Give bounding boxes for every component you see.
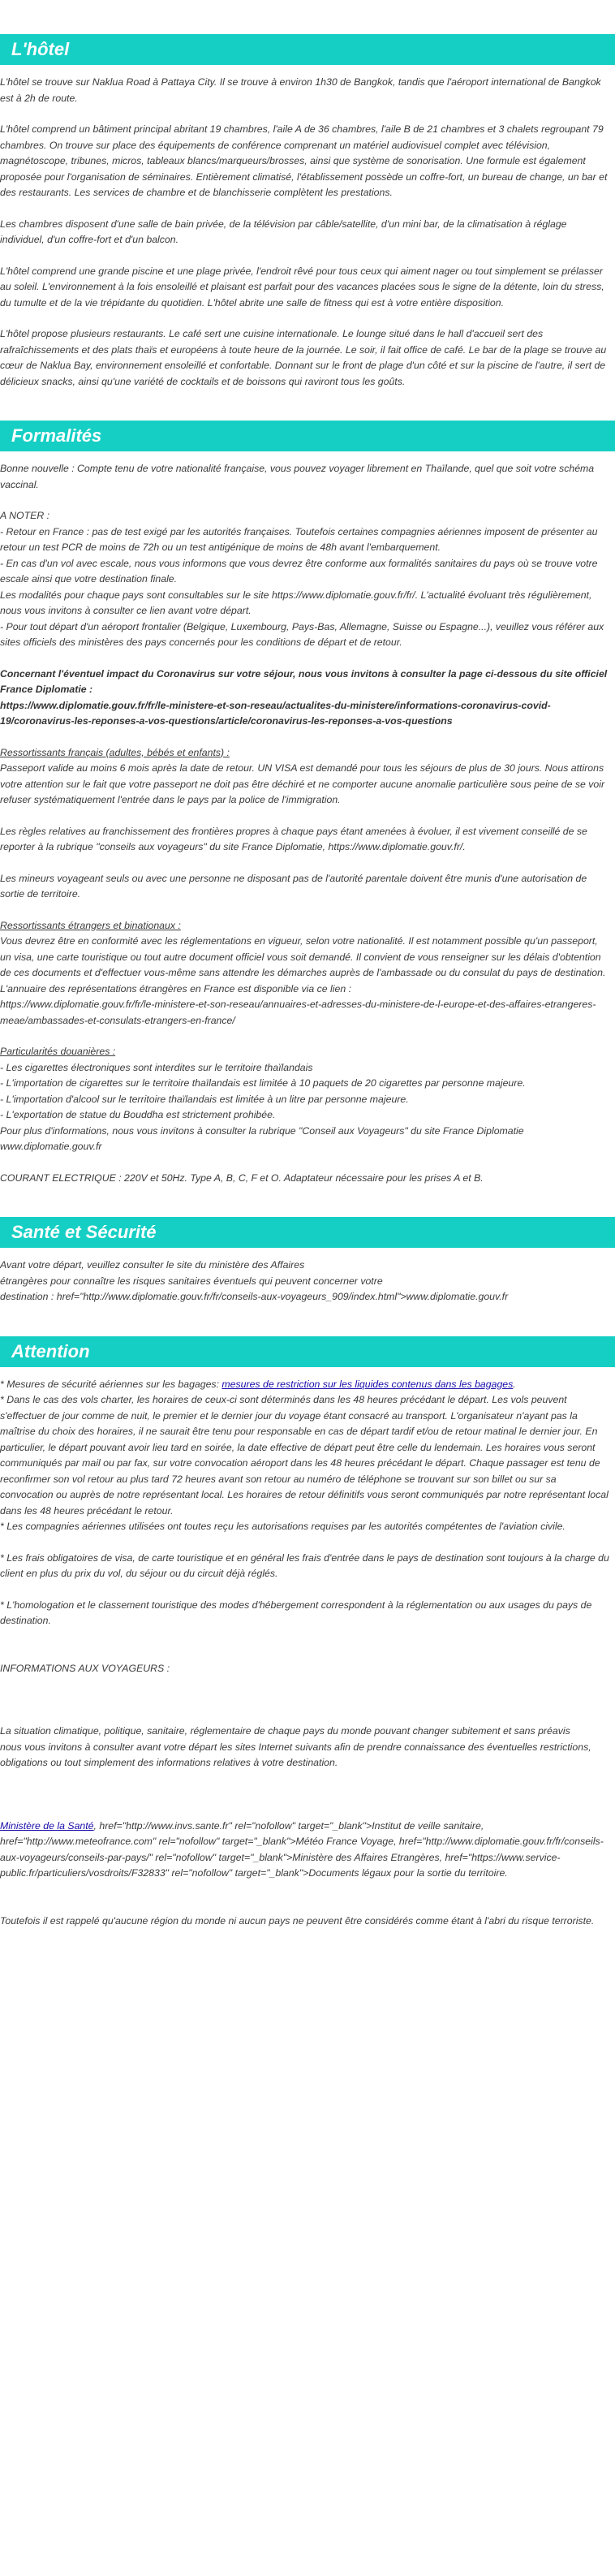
- formalites-foreign-text: Vous devrez être en conformité avec les réglementations en vigueur, selon votre nationalité. Il est notamment possible qu'un passeport, un visa, une carte touristique ou tout autre document officiel vous soit demandé. Il convient de vous renseigner sur les délais d'obtention de ces documents et d'effectuer vous-même sans attendre les démarches auprès de l'ambassade ou du consulat du pays de destination. L'annuaire des représentations étrangères en France est disponible via ce lien : https://www.diplomatie.gouv.fr/fr/le-ministere-et-son-reseau/annuaires-et-adresses-du-ministere-de-l-europe-et-des-affaires-etrangeres-meae/ambassades-et-consulats-etrangers-en-france/: [0, 935, 606, 1026]
- formalites-minors: Les mineurs voyageant seuls ou avec une personne ne disposant pas de l'autorité parentale doivent être munis d'une autorisation de sortie de territoire.: [0, 872, 587, 900]
- attention-info-title: INFORMATIONS AUX VOYAGEURS :: [0, 1662, 170, 1674]
- attention-fees: * Les frais obligatoires de visa, de carte touristique et en général les frais d'entrée dans le pays de destination sont toujours à la charge du client en plus du prix du vol, du séjour ou du circuit déjà réglés.: [0, 1551, 609, 1579]
- liquides-restriction-link[interactable]: mesures de restriction sur les liquides contenus dans les bagages: [221, 1378, 514, 1390]
- formalites-french-title: Ressortissants français (adultes, bébés et enfants) :: [0, 746, 230, 758]
- formalites-intro: Bonne nouvelle : Compte tenu de votre nationalité française, vous pouvez voyager librement en Thaïlande, quel que soit votre schéma vaccinal.: [0, 463, 595, 490]
- formalites-customs-title: Particularités douanières :: [0, 1046, 116, 1057]
- hotel-location-paragraph: L'hôtel se trouve sur Naklua Road à Pattaya City. Il se trouve à environ 1h30 de Bangkok, tandis que l'aéroport international de Bangkok est à 2h de route.: [0, 76, 601, 104]
- attention-homologation: * L'homologation et le classement touristique des modes d'hébergement correspondent à la réglementation ou aux usages du pays de destination.: [0, 1599, 592, 1626]
- bagages-suffix: .: [513, 1378, 516, 1390]
- hotel-pool-paragraph: L'hôtel comprend une grande piscine et une plage privée, l'endroit rêvé pour tous ceux qui aiment nager ou tout simplement se prélasser au soleil. L'environnement à la fois ensoleillé et plaisant est parfait pour des vacances placées sous le signe de la détente, loin du stress, du tumulte et de la vie trépidante du quotidien. L'hôtel abrite une salle de fitness qui est à votre entière disposition.: [0, 265, 604, 309]
- attention-terror: Toutefois il est rappelé qu'aucune région du monde ni aucun pays ne peuvent être considérés comme étant à l'abri du risque terroriste.: [0, 1914, 595, 1927]
- attention-bagages: [0, 1377, 610, 1393]
- attention-charter: * Dans le cas des vols charter, les horaires de ceux-ci sont déterminés dans les 48 heures précédant le départ. Les vols peuvent s'effectuer de jour comme de nuit, le premier et le dernier jour du voyage étant consacré au transport. L'organisateur n'ayant pas la maîtrise du choix des horaires, il ne saurait être tenu pour responsable en cas de départ tardif et/ou de retour matinal le dernier jour. En particulier, le départ pouvant avoir lieu tard en soirée, la date effective de départ peut être celle du lendemain. Les horaires vous seront communiqués par mail ou par fax, sur votre convocation aéroport dans les 48 heures précédant le départ. Chaque passager est tenu de reconfirmer son vol retour au plus tard 72 heures avant son retour au numéro de téléphone se trouvant sur son billet ou sur sa convocation ou auprès de notre représentant local. Les horaires de retour définitifs vous seront communiqués par notre représentant local dans les 48 heures précédant le retour. * Les compagnies aériennes utilisées ont toutes reçu les autorisations requises par les autorités compétentes de l'aviation civile.: [0, 1394, 609, 1532]
- section-heading-attention: Attention: [0, 1336, 615, 1367]
- formalites-covid-notice: Concernant l'éventuel impact du Coronavirus sur votre séjour, nous vous invitons à consulter la page ci-dessous du site officiel France Diplomatie : https://www.diplomatie.gouv.fr/fr/le-ministere-et-son-reseau/actualites-du-ministere/informations-coronavirus-covid-19/coronavirus-les-reponses-a-vos-questions/article/coronavirus-les-reponses-a-vos-questions: [0, 667, 608, 727]
- attention-links: [0, 1819, 610, 1882]
- formalites-note: A NOTER : - Retour en France : pas de test exigé par les autorités françaises. Toutefois certaines compagnies aériennes imposent de présenter au retour un test PCR de moins de 72h ou un test antigénique de moins de 48h avant l'embarquement. - En cas d'un vol avec escale, nous vous informons que vous devrez être conforme aux formalités sanitaires du pays où se trouve votre escale ainsi que votre destination finale. Les modalités pour chaque pays sont consultables sur le site https://www.diplomatie.gouv.fr/fr/. L'actualité évoluant très régulièrement, nous vous invitons à consulter ce lien avant votre départ. - Pour tout départ d'un aéroport frontalier (Belgique, Luxembourg, Pays-Bas, Allemagne, Suisse ou Espagne...), veuillez vous référer aux sites officiels des ministères des pays concernés pour les conditions de départ et de retour.: [0, 510, 604, 648]
- section-heading-formalites: Formalités: [0, 421, 615, 451]
- sante-text: Avant votre départ, veuillez consulter le site du ministère des Affaires étrangères pour connaître les risques sanitaires éventuels qui peuvent concerner votre destination : href="http://www.diplomatie.gouv.fr/fr/conseils-aux-voyageurs_909/index.html">www.diplomatie.gouv.fr: [0, 1259, 509, 1302]
- formalites-foreign-title: Ressortissants étrangers et binationaux :: [0, 919, 181, 931]
- hotel-building-paragraph: L'hôtel comprend un bâtiment principal abritant 19 chambres, l'aile A de 36 chambres, l'aile B de 21 chambres et 3 chalets regroupant 79 chambres. On trouve sur place des équipements de conférence comprenant un matériel audiovisuel complet avec télévision, magnétoscope, tribunes, micros, tableaux blancs/marqueurs/brosses, ainsi que système de sonorisation. Une formule est également proposée pour l'organisation de séminaires. Entièrement climatisé, l'établissement possède un coffre-fort, un bureau de change, un bar et des restaurants. Les services de chambre et de blanchisserie complètent les prestations.: [0, 123, 608, 198]
- formalites-french-text: Passeport valide au moins 6 mois après la date de retour. UN VISA est demandé pour tous les séjours de plus de 30 jours. Nous attirons votre attention sur le fait que votre passeport ne doit pas être déchiré et ne comporter aucune anomalie particulière sous peine de se voir refuser systématiquement l'entrée dans le pays par la police de l'immigration.: [0, 762, 605, 805]
- section-heading-sante: Santé et Sécurité: [0, 1217, 615, 1248]
- formalites-rules: Les règles relatives au franchissement des frontières propres à chaque pays étant amenées à évoluer, il est vivement conseillé de se reporter à la rubrique "conseils aux voyageurs" du site France Diplomatie, https://www.diplomatie.gouv.fr/.: [0, 825, 587, 852]
- formalites-customs-text: - Les cigarettes électroniques sont interdites sur le territoire thaïlandais - L'importation de cigarettes sur le territoire thaïlandais est limitée à 10 paquets de 20 cigarettes par personne majeure. - L'importation d'alcool sur le territoire thaïlandais est limitée à un litre par personne majeure. - L'exportation de statue du Bouddha est strictement prohibée. Pour plus d'informations, nous vous invitons à consulter la rubrique "Conseil aux Voyageurs" du site France Diplomatie www.diplomatie.gouv.fr: [0, 1061, 526, 1152]
- bagages-prefix: * Mesures de sécurité aériennes sur les bagages:: [0, 1378, 222, 1390]
- hotel-rooms-paragraph: Les chambres disposent d'une salle de bain privée, de la télévision par câble/satellite, d'un mini bar, de la climatisation à réglage individuel, d'un coffre-fort et d'un balcon.: [0, 218, 567, 245]
- attention-situation: La situation climatique, politique, sanitaire, réglementaire de chaque pays du monde pouvant changer subitement et sans préavis nous vous invitons à consulter avant votre départ les sites Internet suivants afin de prendre connaissance des éventuelles restrictions, obligations ou tout simplement des informations relatives à votre destination.: [0, 1725, 591, 1768]
- ministere-sante-link[interactable]: Ministère de la Santé: [0, 1819, 94, 1832]
- section-heading-hotel: L'hôtel: [0, 34, 615, 65]
- formalites-power: COURANT ELECTRIQUE : 220V et 50Hz. Type A, B, C, F et O. Adaptateur nécessaire pour les prises A et B.: [0, 1171, 484, 1184]
- hotel-restaurants-paragraph: L'hôtel propose plusieurs restaurants. Le café sert une cuisine internationale. Le lounge situé dans le hall d'accueil sert des rafraîchissements et des plats thaïs et européens à toute heure de la journée. Le soir, il fait office de café. Le bar de la plage se trouve au cœur de Naklua Bay, environnement ensoleillé et confortable. Donnant sur le front de plage d'un côté et sur la piscine de l'autre, il sert de délicieux snacks, ainsi qu'une variété de cocktails et de boissons qui raviront tous les goûts.: [0, 328, 607, 387]
- attention-links-text: , href="http://www.invs.sante.fr" rel="nofollow" target="_blank">Institut de veille sanitaire, href="http://www.meteofrance.com" rel="nofollow" target="_blank">Météo France Voyage, href="http://www.diplomatie.gouv.fr/fr/conseils-aux-voyageurs/conseils-par-pays/" rel="nofollow" target="_blank">Ministère des Affaires Etrangères, href="https://www.service-public.fr/particuliers/vosdroits/F32833" rel="nofollow" target="_blank">Documents légaux pour la sortie du territoire.: [0, 1819, 604, 1879]
